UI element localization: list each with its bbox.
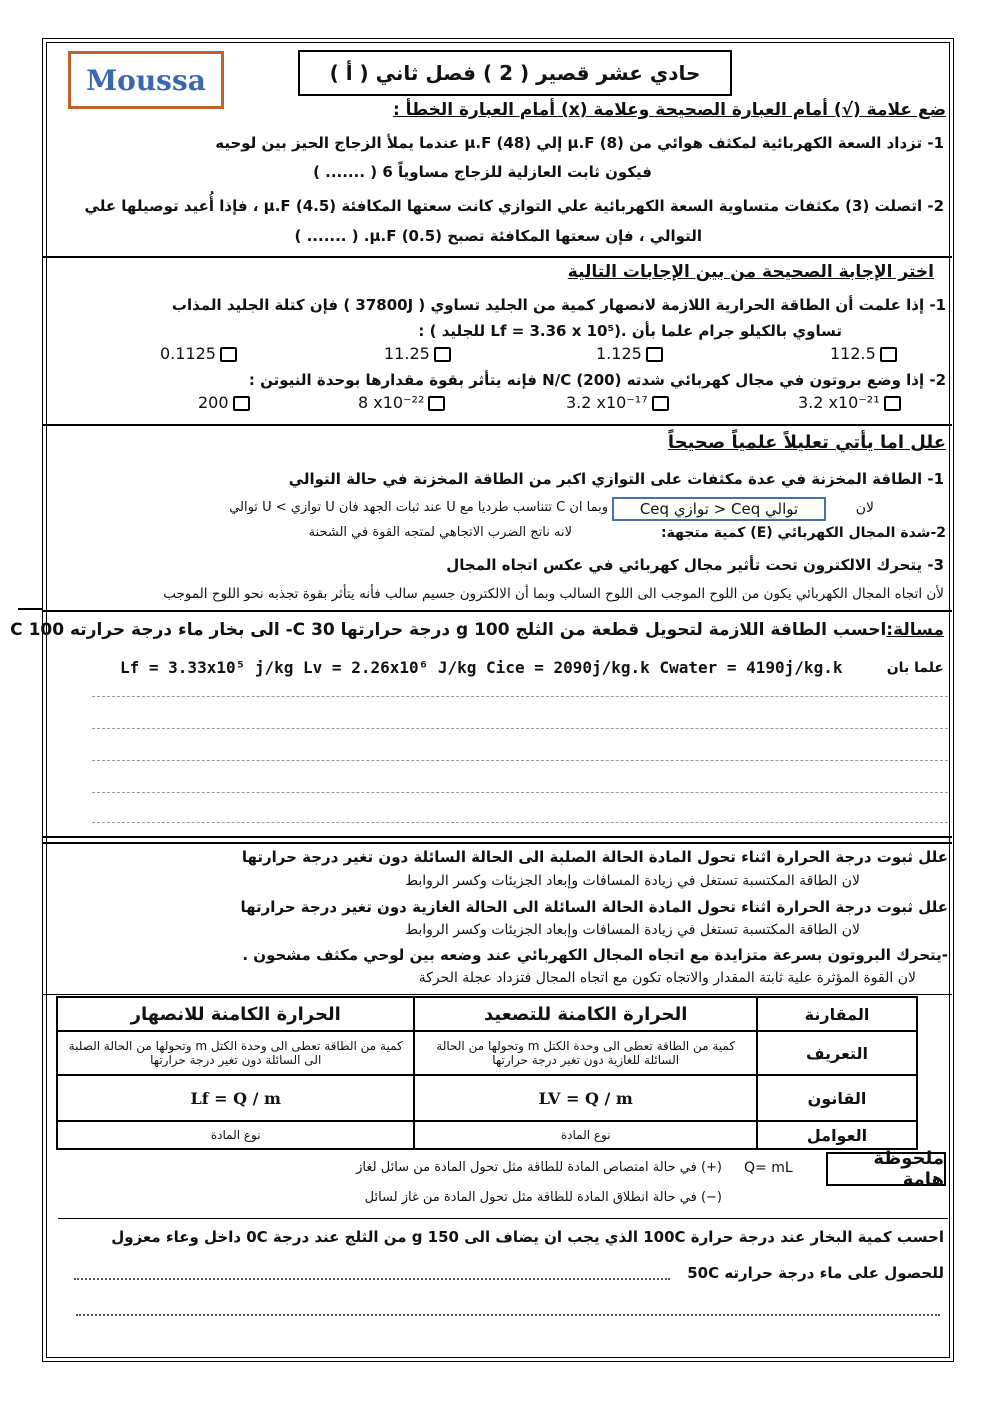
divider	[58, 1218, 948, 1219]
answer-line[interactable]	[74, 1278, 670, 1280]
page-title: حادي عشر قصير ( 2 ) فصل ثاني ( أ )	[298, 50, 732, 96]
checkbox-icon[interactable]	[652, 396, 669, 411]
s2-q2-line1: 2- إذا وضع بروتون في مجال كهربائي شدته N/C (200) فإنه يتأثر بقوة مقدارها بوحدة النيوتن :	[248, 371, 946, 389]
s2-q1-option-2[interactable]: 1.125	[596, 344, 667, 363]
note-formula: Q= mL	[744, 1160, 793, 1176]
table-row	[57, 1121, 917, 1149]
problem-label: مسالة:	[886, 620, 944, 640]
s2-q2-option-3[interactable]: 8 x10⁻²²	[358, 393, 449, 412]
section3-heading: علل اما يأتي تعليلاً علمياً صحيحاً	[667, 432, 946, 453]
table-header: المقارنة	[757, 997, 917, 1031]
margin-mark	[18, 608, 42, 610]
answer-line[interactable]	[92, 696, 948, 697]
checkbox-icon[interactable]	[428, 396, 445, 411]
note-plus: (+) في حالة امتصاص المادة للطاقة مثل تحول المادة من سائل لغاز	[356, 1160, 722, 1175]
s2-q1-option-1[interactable]: 112.5	[830, 344, 901, 363]
table-cell: كمية من الطاقة تعطى الى وحدة الكتل m وتحولها من الحالة الصلبة الى السائلة دون تغير درجة حرارتها	[57, 1031, 414, 1075]
final-line1: احسب كمية البخار عند درجة حرارة 100C الذي يجب ان يضاف الى g 150 من الثلج عند درجة 0C داخل وعاء معزول	[111, 1228, 944, 1246]
s3-q1: 1- الطاقة المخزنة في عدة مكثفات على التوازي اكبر من الطاقة المخزنة في حالة التوالي	[288, 470, 944, 488]
s2-q2-option-1[interactable]: 3.2 x10⁻²¹	[798, 393, 905, 412]
divider	[42, 836, 952, 838]
checkbox-icon[interactable]	[220, 347, 237, 362]
table-row	[57, 1031, 917, 1075]
table-row	[57, 1075, 917, 1121]
s3-a3: لأن اتجاه المجال الكهربائي يكون من اللوح الموجب الى اللوح السالب وبما أن الالكترون جسيم سالب فأنه يتأثر بقوة تجذبه نحو اللوح الموجب	[163, 586, 944, 602]
answer-line[interactable]	[76, 1314, 940, 1316]
s2-q1-option-3[interactable]: 11.25	[384, 344, 455, 363]
reason-answer: لان الطاقة المكتسبة تستغل في زيادة المسافات وإبعاد الجزيئات وكسر الروابط	[405, 922, 860, 938]
s2-q1-line1: 1- إذا علمت أن الطاقة الحرارية اللازمة لانصهار كمية من الجليد تساوي ( 37800J ) فإن كتلة الجليد المذاب	[171, 296, 946, 314]
note-minus: (−) في حالة انطلاق المادة للطاقة مثل تحول المادة من غاز لسائل	[364, 1190, 722, 1205]
s2-q1-option-4[interactable]: 0.1125	[160, 344, 241, 363]
checkbox-icon[interactable]	[646, 347, 663, 362]
reason-answer: لان القوة المؤثرة علية ثابتة المقدار والاتجاه تكون مع اتجاه المجال فتزداد عجلة الحركة	[418, 970, 916, 986]
divider	[42, 256, 952, 258]
s3-a1-rest: وبما ان C تتناسب طرديا مع U عند ثبات الجهد فان U توازي > U توالي	[229, 500, 608, 515]
final-line2: للحصول على ماء درجة حرارته 50C	[687, 1264, 944, 1282]
given-values: Lf = 3.33x10⁵ j/kg Lv = 2.26x10⁶ J/kg Cice = 2090j/kg.k Cwater = 4190j/kg.k	[120, 658, 843, 677]
table-header: الحرارة الكامنة للتصعيد	[414, 997, 757, 1031]
checkbox-icon[interactable]	[434, 347, 451, 362]
s3-a1-box: Ceq توازي > Ceq توالي	[612, 497, 826, 521]
s2-q1-line2: تساوي بالكيلو جرام علما بأن .(Lf = 3.36 x 10⁵ للجليد ) :	[418, 322, 842, 340]
logo: Moussa	[68, 51, 224, 109]
divider	[42, 994, 952, 995]
divider	[42, 842, 952, 844]
s3-q3: 3- يتحرك الالكترون تحت تأثير مجال كهربائي في عكس اتجاه المجال	[446, 556, 944, 574]
reason-answer: لان الطاقة المكتسبة تستغل في زيادة المسافات وإبعاد الجزيئات وكسر الروابط	[405, 873, 860, 889]
answer-line[interactable]	[92, 822, 948, 823]
problem-line	[10, 620, 944, 640]
s3-q2: 2-شدة المجال الكهربائي (E) كمية متجهة:	[661, 525, 946, 541]
s1-q2-line2: التوالي ، فإن سعتها المكافئة تصبح μ.F (0.5). ( ....... )	[294, 227, 702, 245]
reason-question: -يتحرك البروتون بسرعة متزايدة مع اتجاه المجال الكهربائي عند وضعه بين لوحي مكثف مشحون .	[242, 946, 948, 964]
s2-q2-option-2[interactable]: 3.2 x10⁻¹⁷	[566, 393, 673, 412]
section2-heading: اختر الإجابة الصحيحة من بين الإجابات التالية	[567, 262, 934, 282]
table-row-label: التعريف	[757, 1031, 917, 1075]
s2-q2-option-4[interactable]: 200	[198, 393, 254, 412]
s1-q1-line1: 1- تزداد السعة الكهربائية لمكثف هوائي من μ.F (8) إلي μ.F (48) عندما يملأ الزجاج الحيز بين لوحيه	[215, 134, 944, 152]
s3-a2: لانه ناتج الضرب الاتجاهي لمتجه القوة في الشحنة	[308, 525, 572, 540]
table-cell: Lf = Q / m	[57, 1075, 414, 1121]
given-label: علما بان	[886, 660, 944, 676]
table-header: الحرارة الكامنة للانصهار	[57, 997, 414, 1031]
table-header-row	[57, 997, 917, 1031]
comparison-table	[56, 996, 918, 1150]
problem-text: احسب الطاقة اللازمة لتحويل قطعة من الثلج g 100 درجة حرارتها 30 C- الى بخار ماء درجة حرارته 100 C	[10, 620, 887, 640]
table-row-label: القانون	[757, 1075, 917, 1121]
note-label: ملحوظة هامة	[826, 1152, 946, 1186]
checkbox-icon[interactable]	[880, 347, 897, 362]
table-cell: نوع المادة	[414, 1121, 757, 1149]
reason-question: علل ثبوت درجة الحرارة اثناء تحول المادة الحالة السائلة الى الحالة الغازية دون تغير درجة حرارتها	[240, 898, 948, 916]
s1-q2-line1: 2- اتصلت (3) مكثفات متساوية السعة الكهربائية علي التوازي كانت سعتها المكافئة μ.F (4.5) ، فإذا أُعيد توصيلها علي	[84, 197, 944, 215]
table-row-label: العوامل	[757, 1121, 917, 1149]
table-cell: LV = Q / m	[414, 1075, 757, 1121]
divider	[42, 610, 952, 612]
divider	[42, 424, 952, 426]
reason-question: علل ثبوت درجة الحرارة اثناء تحول المادة الحالة الصلبة الى الحالة السائلة دون تغير درجة حرارتها	[241, 848, 948, 866]
answer-line[interactable]	[92, 760, 948, 761]
section1-heading: ضع علامة (√) أمام العبارة الصحيحة وعلامة (x) أمام العبارة الخطأ :	[392, 100, 946, 120]
checkbox-icon[interactable]	[884, 396, 901, 411]
s1-q1-line2: فيكون ثابت العازلية للزجاج مساوياً 6 ( ....... )	[313, 163, 652, 181]
s3-a1-prefix: لان	[855, 500, 874, 516]
table-cell: كمية من الطاقة تعطى الى وحدة الكتل m وتحولها من الحالة السائلة للغازية دون تغير درجة حرارتها	[414, 1031, 757, 1075]
answer-line[interactable]	[92, 728, 948, 729]
table-cell: نوع المادة	[57, 1121, 414, 1149]
checkbox-icon[interactable]	[233, 396, 250, 411]
answer-line[interactable]	[92, 792, 948, 793]
